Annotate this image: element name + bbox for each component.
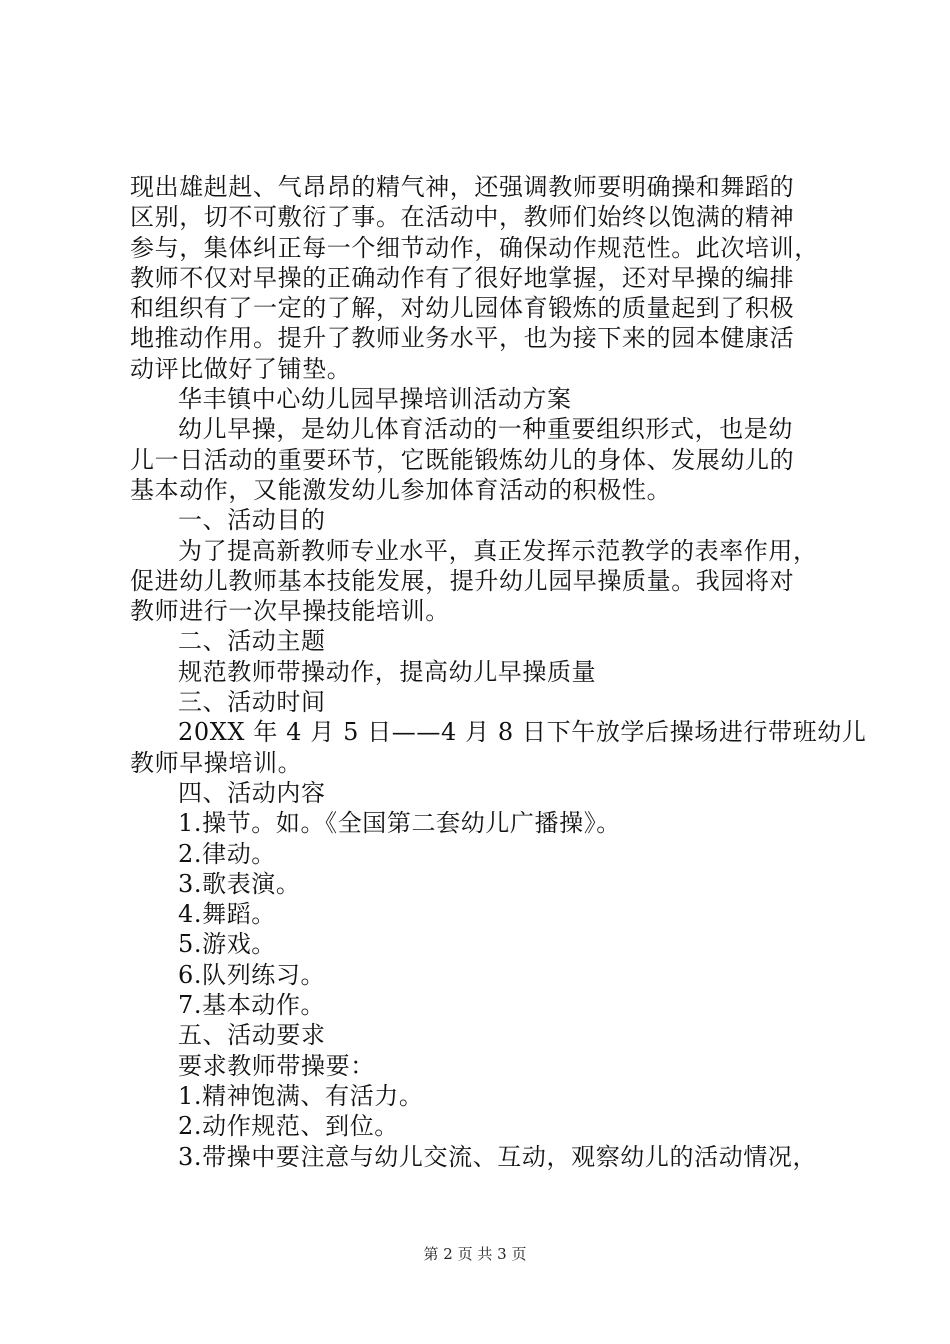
text-line: 幼儿早操，是幼儿体育活动的一种重要组织形式，也是幼 (178, 415, 793, 444)
text-line: 基本动作，又能激发幼儿参加体育活动的积极性。 (130, 475, 672, 504)
text-line: 二、活动主题 (178, 627, 326, 656)
text-line: 3.歌表演。 (178, 869, 301, 898)
text-line: 3.带操中要注意与幼儿交流、互动，观察幼儿的活动情况， (178, 1142, 818, 1171)
text-line: 6.队列练习。 (178, 960, 326, 989)
text-line: 儿一日活动的重要环节，它既能锻炼幼儿的身体、发展幼儿的 (130, 445, 795, 474)
document-body (130, 172, 867, 1172)
text-line: 教师进行一次早操技能培训。 (130, 597, 450, 626)
text-line: 1.精神饱满、有活力。 (178, 1081, 424, 1110)
text-line: 参与，集体纠正每一个细节动作，确保动作规范性。此次培训， (130, 233, 819, 262)
text-line: 教师早操培训。 (130, 748, 303, 777)
text-line: 促进幼儿教师基本技能发展，提升幼儿园早操质量。我园将对 (130, 566, 795, 595)
text-line: 地推动作用。提升了教师业务水平，也为接下来的园本健康活 (130, 324, 795, 353)
text-line: 4.舞蹈。 (178, 900, 276, 929)
text-line: 1.操节。如。《全国第二套幼儿广播操》。 (178, 809, 621, 838)
text-line: 和组织有了一定的了解，对幼儿园体育锻炼的质量起到了积极 (130, 294, 795, 323)
text-line: 动评比做好了铺垫。 (130, 354, 352, 383)
text-line: 现出雄赳赳、气昂昂的精气神，还强调教师要明确操和舞蹈的 (130, 173, 795, 201)
text-line: 区别，切不可敷衍了事。在活动中，教师们始终以饱满的精神 (130, 203, 795, 232)
text-line: 华丰镇中心幼儿园早操培训活动方案 (178, 385, 572, 414)
text-line: 要求教师带操要： (178, 1051, 375, 1080)
text-line: 四、活动内容 (178, 778, 326, 807)
text-line: 5.游戏。 (178, 930, 276, 959)
text-line: 20XX 年 4 月 5 日——4 月 8 日下午放学后操场进行带班幼儿 (178, 718, 867, 747)
text-line: 规范教师带操动作，提高幼儿早操质量 (178, 657, 597, 686)
text-line: 一、活动目的 (178, 506, 326, 535)
text-line: 2.律动。 (178, 839, 276, 868)
page-footer: 第 2 页 共 3 页 (423, 1245, 527, 1263)
text-line: 为了提高新教师专业水平，真正发挥示范教学的表率作用， (178, 536, 818, 565)
text-line: 教师不仅对早操的正确动作有了很好地掌握，还对早操的编排 (130, 263, 795, 292)
text-line: 三、活动时间 (178, 688, 326, 717)
text-line: 7.基本动作。 (178, 991, 326, 1020)
text-line: 2.动作规范、到位。 (178, 1112, 399, 1141)
text-line: 五、活动要求 (178, 1021, 326, 1050)
